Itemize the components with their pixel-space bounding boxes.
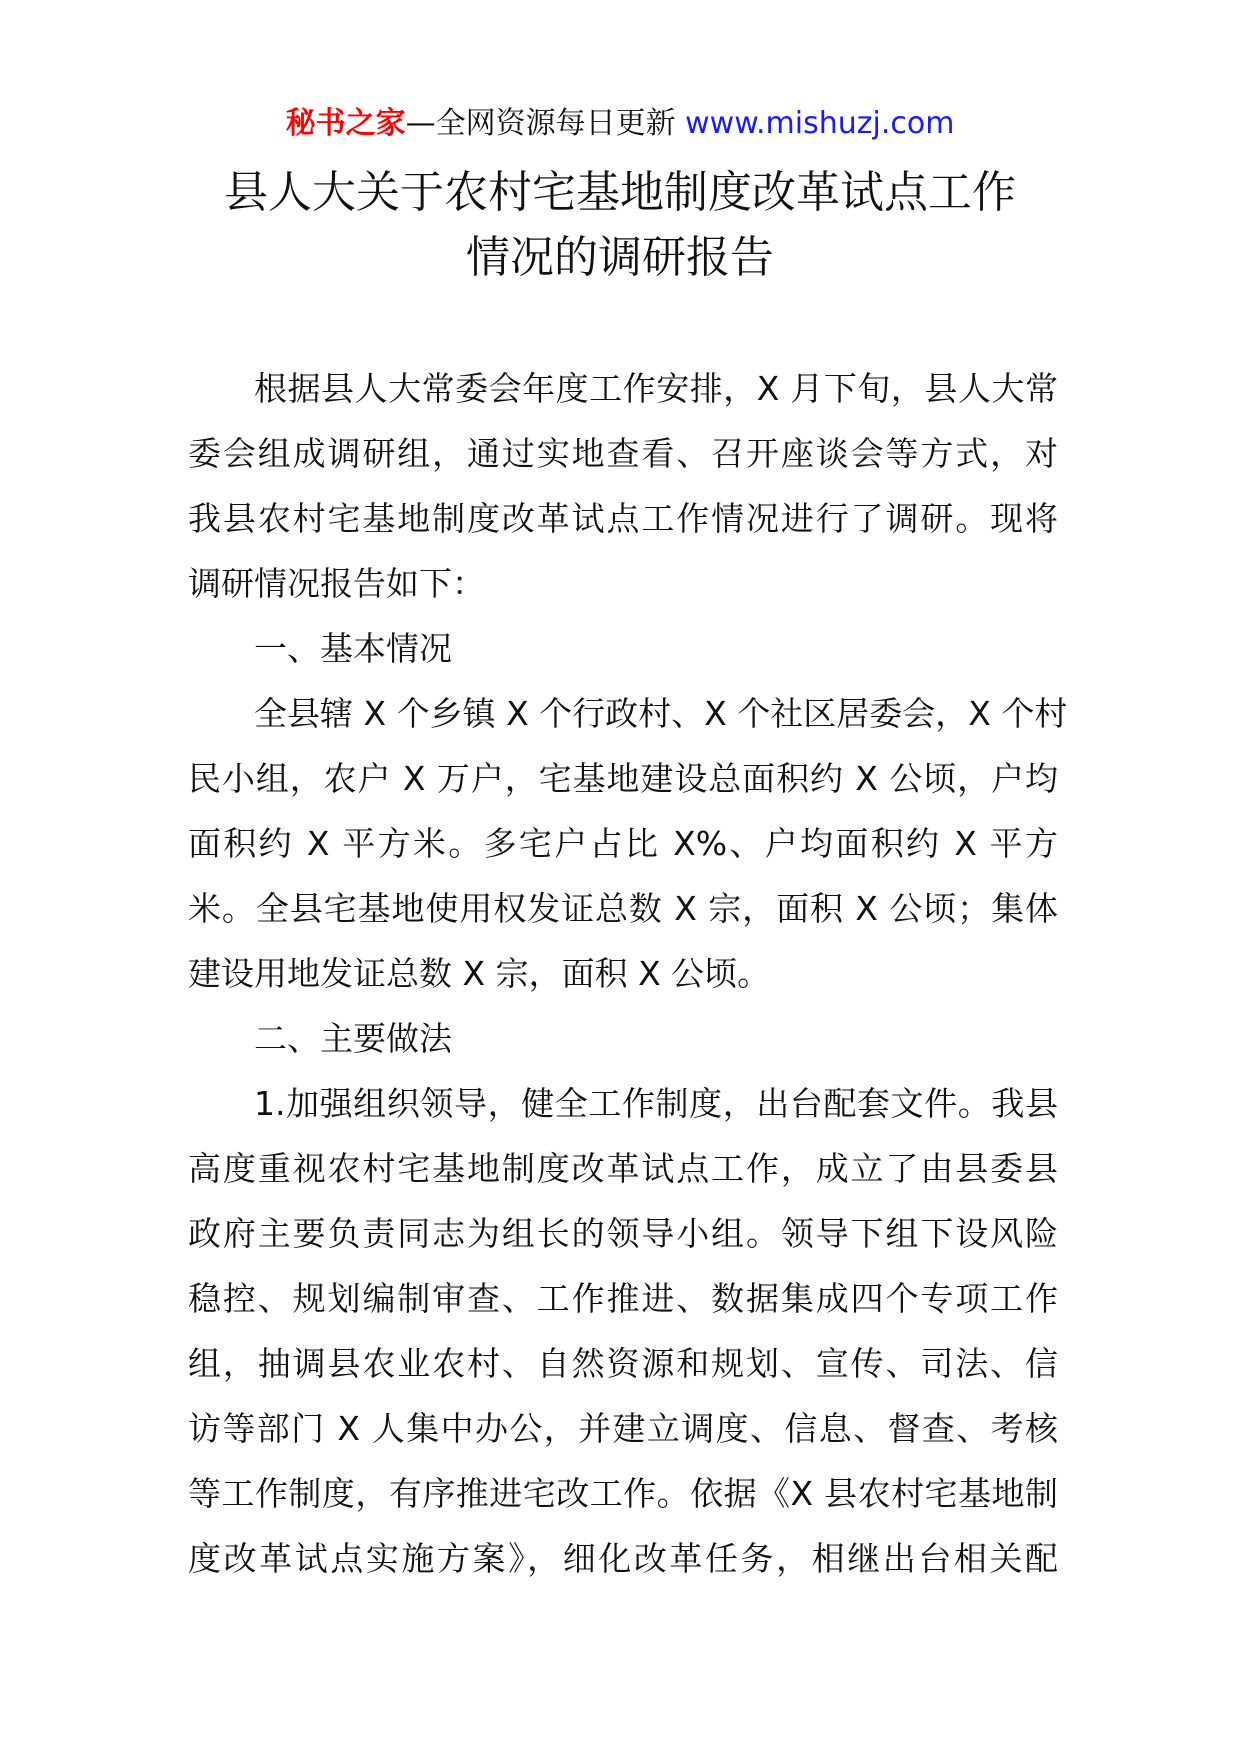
paragraph-line: 调研情况报告如下： bbox=[188, 564, 485, 603]
paragraph-line: 高度重视农村宅基地制度改革试点工作，成立了由县委县 bbox=[188, 1149, 1058, 1188]
paragraph-line: 面积约 X 平方米。多宅户占比 X%、户均面积约 X 平方 bbox=[188, 824, 1058, 863]
paragraph-line: 建设用地发证总数 X 宗，面积 X 公顷。 bbox=[188, 954, 771, 993]
paragraph-line: 我县农村宅基地制度改革试点工作情况进行了调研。现将 bbox=[188, 499, 1058, 538]
paragraph-line: 组，抽调县农业农村、自然资源和规划、宣传、司法、信 bbox=[188, 1344, 1058, 1383]
paragraph-line: 稳控、规划编制审查、工作推进、数据集成四个专项工作 bbox=[188, 1279, 1058, 1318]
paragraph-line: 米。全县宅基地使用权发证总数 X 宗，面积 X 公顷；集体 bbox=[188, 889, 1058, 928]
paragraph-line: 委会组成调研组，通过实地查看、召开座谈会等方式，对 bbox=[188, 434, 1058, 473]
paragraph-line: 等工作制度，有序推进宅改工作。依据《X 县农村宅基地制 bbox=[188, 1474, 1058, 1513]
paragraph-line: 政府主要负责同志为组长的领导小组。领导下组下设风险 bbox=[188, 1214, 1058, 1253]
brand-name: 秘书之家 bbox=[285, 106, 406, 141]
header-slogan: —全网资源每日更新 bbox=[405, 106, 686, 141]
document-body bbox=[188, 356, 1068, 1591]
section-heading: 一、基本情况 bbox=[254, 629, 452, 668]
paragraph-line: 全县辖 X 个乡镇 X 个行政村、X 个社区居委会，X 个村 bbox=[254, 694, 1068, 733]
paragraph-line: 度改革试点实施方案》，细化改革任务，相继出台相关配 bbox=[188, 1539, 1058, 1578]
title-line: 县人大关于农村宅基地制度改革试点工作 bbox=[224, 167, 1016, 218]
title-line: 情况的调研报告 bbox=[466, 232, 774, 283]
section-heading: 二、主要做法 bbox=[254, 1019, 452, 1058]
document-title bbox=[0, 160, 1240, 290]
site-url[interactable]: www.mishuzj.com bbox=[685, 106, 955, 141]
paragraph-line: 民小组，农户 X 万户，宅基地建设总面积约 X 公顷，户均 bbox=[188, 759, 1058, 798]
paragraph-line: 根据县人大常委会年度工作安排，X 月下旬，县人大常 bbox=[254, 369, 1058, 408]
site-header bbox=[0, 104, 1240, 144]
paragraph-line: 访等部门 X 人集中办公，并建立调度、信息、督查、考核 bbox=[188, 1409, 1058, 1448]
paragraph-line: 1.加强组织领导，健全工作制度，出台配套文件。我县 bbox=[254, 1084, 1058, 1123]
